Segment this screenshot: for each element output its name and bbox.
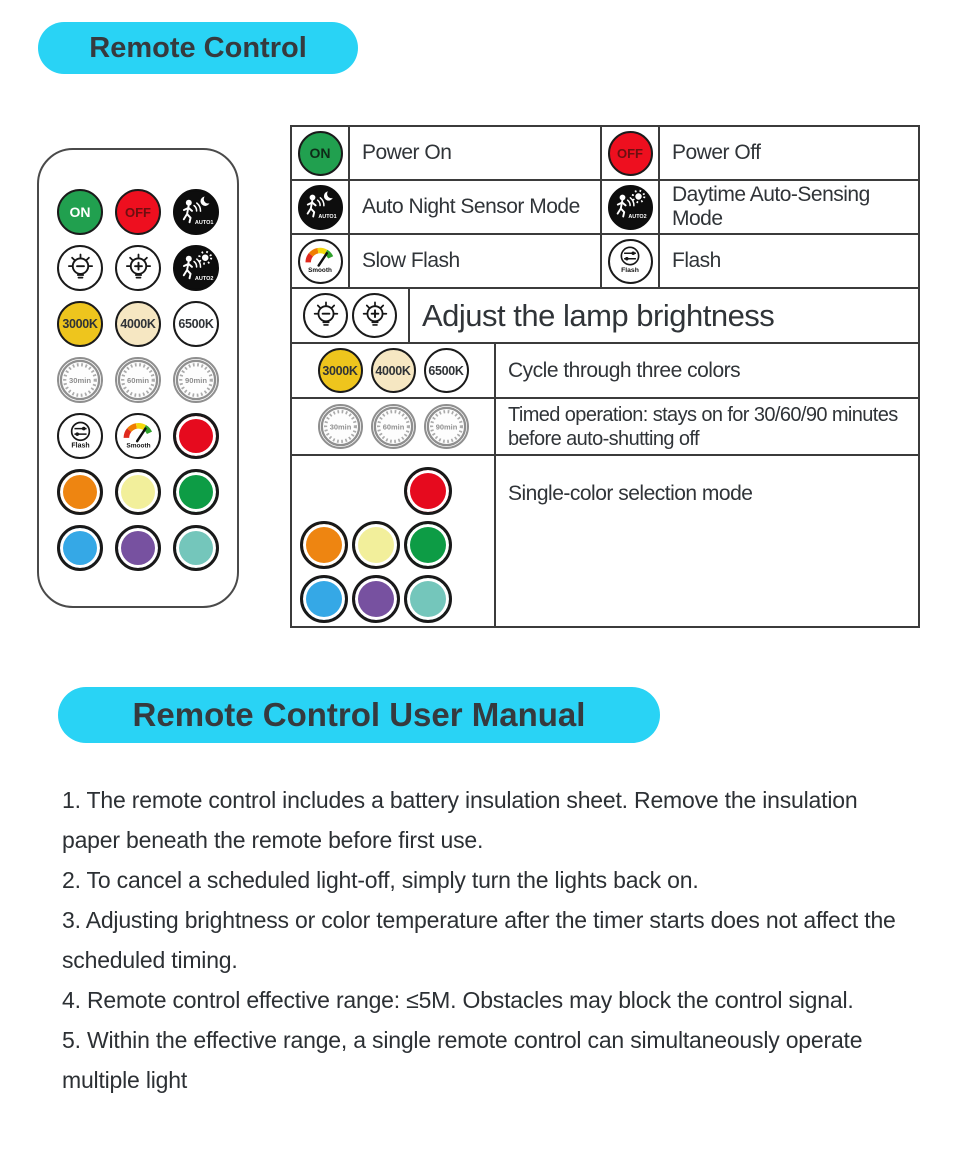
remote-button-power-on bbox=[57, 189, 103, 235]
remote-button-6500k bbox=[173, 301, 219, 347]
svg-text:Flash: Flash bbox=[70, 442, 90, 450]
table-row-color-temp bbox=[292, 344, 918, 399]
svg-text:AUTO1: AUTO1 bbox=[194, 219, 213, 226]
svg-text:AUTO2: AUTO2 bbox=[194, 275, 213, 282]
svg-text:AUTO2: AUTO2 bbox=[628, 214, 647, 220]
brightness-icons-cell bbox=[292, 289, 410, 342]
clock-timer-60-icon bbox=[117, 358, 159, 402]
bulb-plus-icon bbox=[352, 293, 397, 338]
manual-item-3: 3. Adjusting brightness or color temperature after the timer starts does not affect the scheduled timing. bbox=[62, 907, 896, 973]
bulb-minus-icon bbox=[60, 248, 101, 289]
table-row-flash bbox=[292, 235, 918, 289]
temp-6500k-label: 6500K bbox=[428, 363, 464, 378]
power-off-icon bbox=[608, 131, 653, 176]
svg-text:Smooth: Smooth bbox=[125, 442, 151, 450]
remote-button-dim bbox=[57, 245, 103, 291]
bulb-minus-icon bbox=[303, 293, 348, 338]
temp-3000k-label: 3000K bbox=[322, 363, 358, 378]
slider-flash-icon bbox=[608, 239, 653, 284]
temp-3000k-icon bbox=[318, 348, 363, 393]
off-label: OFF bbox=[125, 204, 151, 220]
section-heading-label: Remote Control bbox=[89, 31, 307, 64]
remote-button-timer-90 bbox=[173, 357, 219, 403]
auto-night-label: Auto Night Sensor Mode bbox=[350, 181, 602, 233]
clock-timer-90-icon bbox=[175, 358, 217, 402]
temp-3000k-label: 3000K bbox=[62, 317, 98, 331]
color-dot-blue bbox=[300, 575, 348, 623]
manual-item-1: 1. The remote control includes a battery insulation sheet. Remove the insulation paper beneath the remote before first use. bbox=[62, 787, 858, 853]
temp-4000k-label: 4000K bbox=[375, 363, 411, 378]
svg-text:90min: 90min bbox=[184, 375, 208, 385]
color-dot-purple bbox=[352, 575, 400, 623]
table-row-single-color bbox=[292, 456, 918, 626]
off-label: OFF bbox=[617, 145, 643, 161]
clock-timer-60-icon bbox=[371, 404, 416, 449]
manual-text-block bbox=[62, 780, 914, 1100]
remote-control-illustration bbox=[37, 148, 239, 608]
remote-button-color-blue bbox=[57, 525, 103, 571]
svg-text:Flash: Flash bbox=[621, 266, 639, 274]
remote-button-3000k bbox=[57, 301, 103, 347]
clock-timer-90-icon bbox=[424, 404, 469, 449]
manual-item-4: 4. Remote control effective range: ≤5M. Obstacles may block the control signal. bbox=[62, 987, 854, 1013]
table-row-brightness bbox=[292, 289, 918, 344]
clock-timer-30-icon bbox=[59, 358, 101, 402]
gauge-smooth-icon bbox=[118, 416, 159, 457]
section-heading-remote-control bbox=[38, 22, 358, 74]
color-dot-yellow bbox=[352, 521, 400, 569]
remote-button-color-green bbox=[173, 469, 219, 515]
section-heading-user-manual bbox=[58, 687, 660, 743]
gauge-smooth-icon bbox=[298, 239, 343, 284]
remote-button-flash bbox=[57, 413, 103, 459]
temp-4000k-icon bbox=[371, 348, 416, 393]
motion-sensor-night-icon bbox=[298, 185, 343, 230]
color-dot-orange bbox=[300, 521, 348, 569]
on-label: ON bbox=[69, 204, 91, 220]
remote-button-smooth bbox=[115, 413, 161, 459]
single-color-label: Single-color selection mode bbox=[508, 482, 753, 505]
cycle-colors-label: Cycle through three colors bbox=[508, 358, 741, 382]
remote-legend-table bbox=[290, 125, 920, 628]
power-on-icon bbox=[298, 131, 343, 176]
remote-button-4000k bbox=[115, 301, 161, 347]
remote-button-timer-60 bbox=[115, 357, 161, 403]
flash-icon-cell bbox=[602, 235, 660, 287]
remote-button-auto1 bbox=[173, 189, 219, 235]
power-on-icon-cell bbox=[292, 127, 350, 179]
single-color-dots bbox=[292, 456, 496, 626]
table-row-power bbox=[292, 127, 918, 181]
remote-button-brighten bbox=[115, 245, 161, 291]
svg-text:30min: 30min bbox=[329, 422, 351, 432]
auto1-icon-cell bbox=[292, 181, 350, 233]
timer-icons-cell bbox=[292, 399, 496, 454]
remote-button-color-purple bbox=[115, 525, 161, 571]
temp-6500k-icon bbox=[424, 348, 469, 393]
color-dot-red bbox=[404, 467, 452, 515]
motion-sensor-night-icon bbox=[176, 192, 217, 233]
remote-button-color-orange bbox=[57, 469, 103, 515]
motion-sensor-day-icon bbox=[176, 248, 217, 289]
smooth-icon-cell bbox=[292, 235, 350, 287]
svg-text:Smooth: Smooth bbox=[308, 266, 332, 274]
table-row-timer bbox=[292, 399, 918, 456]
svg-text:60min: 60min bbox=[382, 422, 404, 432]
remote-button-color-yellow bbox=[115, 469, 161, 515]
power-off-icon-cell bbox=[602, 127, 660, 179]
svg-text:60min: 60min bbox=[126, 375, 150, 385]
temp-4000k-label: 4000K bbox=[120, 317, 156, 331]
color-dot-teal bbox=[404, 575, 452, 623]
power-off-label: Power Off bbox=[672, 141, 761, 164]
remote-button-auto2 bbox=[173, 245, 219, 291]
motion-sensor-day-icon bbox=[608, 185, 653, 230]
power-on-label: Power On bbox=[350, 127, 602, 179]
flash-label: Flash bbox=[672, 249, 721, 272]
timed-operation-label: Timed operation: stays on for 30/60/90 minutes before auto-shutting off bbox=[508, 403, 898, 450]
remote-button-power-off bbox=[115, 189, 161, 235]
svg-text:30min: 30min bbox=[68, 375, 92, 385]
brightness-label: Adjust the lamp brightness bbox=[422, 297, 775, 333]
remote-button-color-red bbox=[173, 413, 219, 459]
temp-6500k-label: 6500K bbox=[178, 317, 214, 331]
remote-button-timer-30 bbox=[57, 357, 103, 403]
manual-item-2: 2. To cancel a scheduled light-off, simply turn the lights back on. bbox=[62, 867, 699, 893]
table-row-auto bbox=[292, 181, 918, 235]
slider-flash-icon bbox=[60, 416, 101, 457]
remote-button-color-teal bbox=[173, 525, 219, 571]
auto2-icon-cell bbox=[602, 181, 660, 233]
on-label: ON bbox=[309, 145, 331, 161]
slow-flash-label: Slow Flash bbox=[350, 235, 602, 287]
svg-text:AUTO1: AUTO1 bbox=[318, 214, 337, 220]
bulb-plus-icon bbox=[118, 248, 159, 289]
clock-timer-30-icon bbox=[318, 404, 363, 449]
manual-item-5: 5. Within the effective range, a single remote control can simultaneously operate multiple light bbox=[62, 1027, 863, 1093]
svg-text:90min: 90min bbox=[435, 422, 457, 432]
color-temp-icons-cell bbox=[292, 344, 496, 397]
auto-day-label: Daytime Auto-Sensing Mode bbox=[672, 183, 870, 230]
color-dot-green bbox=[404, 521, 452, 569]
manual-heading-label: Remote Control User Manual bbox=[132, 696, 586, 733]
